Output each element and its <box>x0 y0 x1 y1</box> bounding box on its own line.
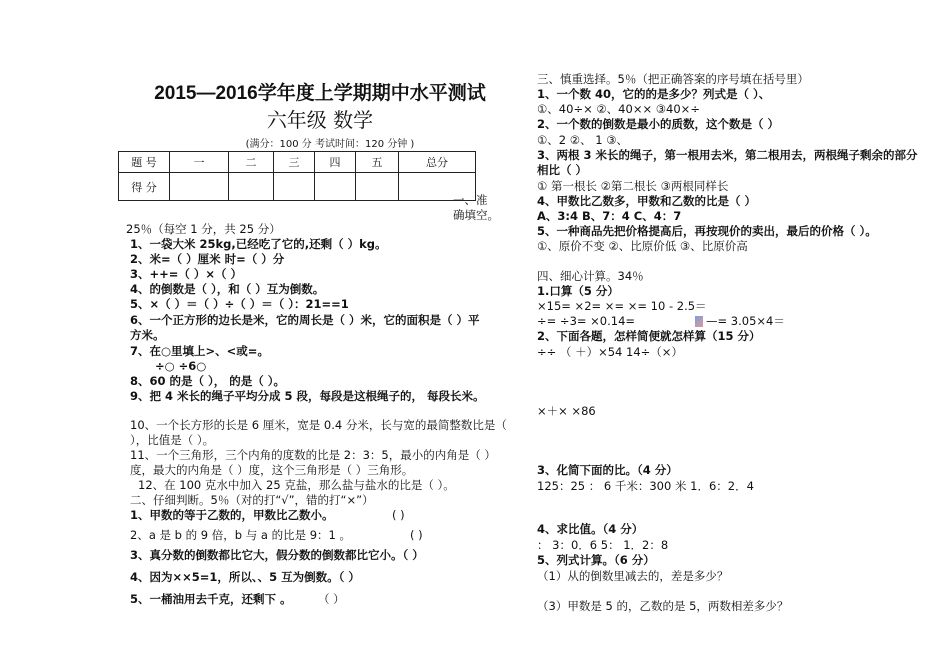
question-12: 12、在 100 克水中加入 25 克盐，那么盐与盐水的比是（ ）。 <box>138 478 455 492</box>
select-3-line-1: 3、两根 3 米长的绳子，第一根用去米，第二根用去，两根绳子剩余的部分 <box>537 148 918 162</box>
question-4: 4、的倒数是（ ），和（ ）互为倒数。 <box>130 282 325 296</box>
select-2: 2、一个数的倒数是最小的质数，这个数是（ ） <box>537 117 780 131</box>
score-cell: 三 <box>274 152 315 173</box>
score-cell: 一 <box>170 152 229 173</box>
calc-4-title: 4、求比值。（4 分） <box>537 522 644 536</box>
question-6-line-2: 方米。 <box>130 328 165 342</box>
calc-5-question-3: （3）甲数是 5 的，乙数的是 5，两数相差多少？ <box>537 599 789 613</box>
calc-1-title: 1.口算（5 分） <box>537 284 619 298</box>
question-11-line-2: 度，最大的内角是（ ）度，这个三角形是（ ）三角形。 <box>130 463 414 477</box>
fraction-image-icon <box>695 316 703 327</box>
section-4-header: 四、细心计算。34％ <box>537 269 644 283</box>
score-input-cell[interactable] <box>274 173 315 201</box>
score-input-cell[interactable] <box>356 173 399 201</box>
question-1: 1、一袋大米 25kg,已经吃了它的,还剩（ ）kg。 <box>130 237 387 251</box>
calc-4-row: ： 3：0．6 5： 1．2：8 <box>537 538 669 552</box>
calc-2-row-1: ÷÷ （ ＋）×54 14÷（×） <box>537 345 683 359</box>
question-6-line-1: 6、一个正方形的边长是米，它的周长是（ ）米，它的面积是（ ）平 <box>130 313 480 327</box>
question-7-line-1: 7、在○里填上>、<或=。 <box>130 344 269 358</box>
calc-3-title: 3、化简下面的比。（4 分） <box>537 463 678 477</box>
section-1-header: 25％（每空 1 分，共 25 分） <box>126 222 281 236</box>
section-1-title-a: 一、准 <box>453 193 488 207</box>
section-3-header: 三、慎重选择。5％（把正确答案的序号填在括号里） <box>537 72 809 86</box>
judge-2-answer-blank[interactable]: ( ) <box>410 528 423 542</box>
exam-info: (满分：100 分 考试时间：120 分钟 ) <box>245 139 415 150</box>
score-row-label: 得 分 <box>119 173 170 201</box>
judge-2: 2、a 是 b 的 9 倍，b 与 a 的比是 9：1 。 <box>130 528 352 542</box>
score-table-score-row <box>119 173 476 201</box>
calc-1-row-1: ×15= ×2= ×= ×= 10 - 2.5＝ <box>537 299 707 313</box>
score-input-cell[interactable] <box>315 173 356 201</box>
score-input-cell[interactable] <box>170 173 229 201</box>
select-1-options: ①、40÷× ②、40×× ③40×÷ <box>537 102 700 116</box>
select-5: 5、一种商品先把价格提高后，再按现价的卖出，最后的价格（ ）。 <box>537 224 877 238</box>
calc-3-row: 125：25 ： 6 千米：300 米 1．6：2．4 <box>537 479 754 493</box>
calc-5-title: 5、列式计算。（6 分） <box>537 553 655 567</box>
score-cell: 四 <box>315 152 356 173</box>
question-5: 5、×（ ）＝（ ）÷（ ）＝（ ）：21==1 <box>130 297 349 311</box>
score-cell: 二 <box>229 152 274 173</box>
calc-1-row-2b: —= 3.05×4＝ <box>706 314 785 328</box>
select-4: 4、甲数比乙数多，甲数和乙数的比是（ ） <box>537 194 757 208</box>
question-11-line-1: 11、一个三角形，三个内角的度数的比是 2：3：5，最小的内角是（ ） <box>130 448 496 462</box>
question-9: 9、把 4 米长的绳子平均分成 5 段，每段是这根绳子的， 每段长米。 <box>130 389 485 403</box>
calc-2-title: 2、下面各题，怎样简便就怎样算（15 分） <box>537 329 761 343</box>
select-1: 1、一个数 40，它的的是多少？列式是（ ）、 <box>537 87 771 101</box>
question-8: 8、60 的是（ ）， 的是（ ）。 <box>130 374 286 388</box>
question-3: 3、++=（ ）×（ ） <box>130 267 243 281</box>
exam-title: 2015—2016学年度上学期期中水平测试 <box>154 83 486 104</box>
question-10-line-1: 10、一个长方形的长是 6 厘米，宽是 0.4 分米，长与宽的最简整数比是（ <box>130 418 507 432</box>
judge-1-answer-blank[interactable]: ( ) <box>392 508 405 522</box>
judge-3: 3、真分数的倒数都比它大，假分数的倒数都比它小。（ ） <box>130 548 424 562</box>
calc-1-row-2a: ÷= ÷3= ×0.14= <box>537 314 636 328</box>
question-2: 2、米=（ ）厘米 时=（ ）分 <box>130 252 285 266</box>
calc-5-question-1: （1）从的倒数里减去的，差是多少？ <box>537 569 729 583</box>
select-3-line-2: 相比（ ） <box>537 163 588 177</box>
score-cell: 五 <box>356 152 399 173</box>
score-table-header-row <box>119 152 476 173</box>
select-5-options: ①、原价不变 ②、比原价低 ③、比原价高 <box>537 239 748 253</box>
judge-5: 5、一桶油用去千克，还剩下 。 <box>130 592 292 606</box>
judge-5-answer-blank[interactable]: （ ） <box>318 592 345 606</box>
score-cell: 题 号 <box>119 152 170 173</box>
select-2-options: ①、2 ②、 1 ③、 <box>537 133 629 147</box>
score-cell: 总分 <box>399 152 476 173</box>
exam-subtitle: 六年级 数学 <box>266 108 374 132</box>
question-7-line-2: ÷○ ÷6○ <box>155 359 207 373</box>
score-table <box>118 151 476 201</box>
section-2-header: 二、仔细判断。5％（对的打“√”，错的打“×”） <box>130 493 374 507</box>
judge-1: 1、甲数的等于乙数的，甲数比乙数小。 <box>130 508 334 522</box>
select-4-options: A、3:4 B、7：4 C、4：7 <box>537 209 682 223</box>
select-3-options: ① 第一根长 ②第二根长 ③两根同样长 <box>537 179 729 193</box>
calc-2-row-2: ×＋× ×86 <box>537 404 596 418</box>
judge-4: 4、因为××5=1，所以、、5 互为倒数。（ ） <box>130 570 360 584</box>
question-10-line-2: ），比值是（ ）。 <box>130 433 215 447</box>
section-1-title-b: 确填空。 <box>453 208 499 222</box>
score-input-cell[interactable] <box>229 173 274 201</box>
